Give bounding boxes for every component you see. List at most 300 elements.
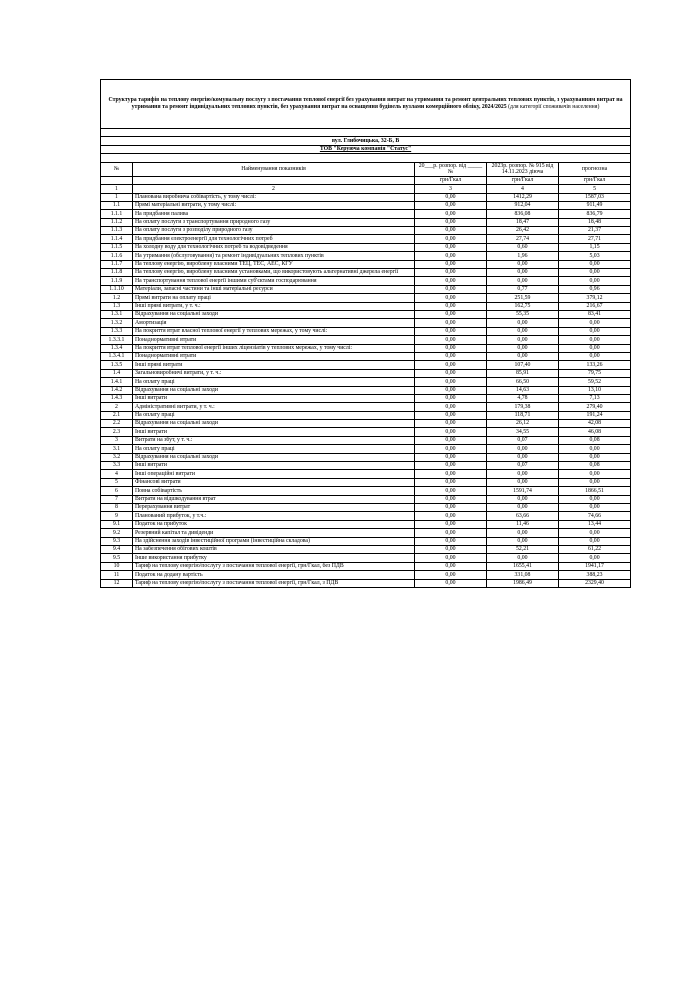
row-number: 1.1.4: [101, 235, 133, 243]
table-row: [101, 503, 631, 511]
row-value-c5: 216,67: [559, 302, 631, 310]
table-row: [101, 386, 631, 394]
row-number: 12: [101, 579, 133, 587]
row-value-c4: 1655,41: [487, 562, 559, 570]
row-value-c3: 0,00: [415, 545, 487, 553]
row-value-c3: 0,00: [415, 487, 487, 495]
table-row: [101, 352, 631, 360]
row-number: 11: [101, 571, 133, 579]
row-value-c3: 0,00: [415, 394, 487, 402]
row-value-c4: 55,35: [487, 311, 559, 319]
row-value-c5: 279,40: [559, 403, 631, 411]
table-row: [101, 302, 631, 310]
row-value-c3: 0,00: [415, 294, 487, 302]
column-number: 3: [415, 185, 487, 193]
row-value-c3: 0,00: [415, 344, 487, 352]
table-row: [101, 210, 631, 218]
row-name: Адміністративні витрати, у т. ч.:: [133, 403, 415, 411]
row-number: 1.3.2: [101, 319, 133, 327]
row-value-c4: 162,75: [487, 302, 559, 310]
row-number: 3.3: [101, 462, 133, 470]
column-header-c3: 20___р. розпор. від _____ №: [415, 162, 487, 176]
row-value-c5: 0,00: [559, 529, 631, 537]
row-value-c4: 63,66: [487, 512, 559, 520]
row-value-c5: 0,00: [559, 269, 631, 277]
table-row: [101, 369, 631, 377]
company-row: [101, 145, 631, 153]
row-value-c4: 0,00: [487, 503, 559, 511]
table-row: [101, 403, 631, 411]
row-number: 10: [101, 562, 133, 570]
row-name: Інші витрати: [133, 462, 415, 470]
table-row: [101, 227, 631, 235]
row-value-c3: 0,00: [415, 352, 487, 360]
row-number: 1.1.2: [101, 218, 133, 226]
table-row: [101, 277, 631, 285]
table-row: [101, 453, 631, 461]
tariff-table: [100, 79, 631, 588]
row-name: Інше використання прибутку: [133, 554, 415, 562]
row-value-c5: 0,00: [559, 478, 631, 486]
row-number: 1.1.3: [101, 227, 133, 235]
address-row: [101, 137, 631, 145]
column-number-row: [101, 185, 631, 193]
row-value-c3: 0,00: [415, 243, 487, 251]
row-value-c4: 0,00: [487, 453, 559, 461]
row-value-c5: 42,08: [559, 420, 631, 428]
column-header-c5: прогнозна: [559, 162, 631, 176]
row-value-c4: 0,00: [487, 470, 559, 478]
row-value-c3: 0,00: [415, 554, 487, 562]
table-row: [101, 218, 631, 226]
row-number: 1.4.3: [101, 394, 133, 402]
row-name: На оплату праці: [133, 445, 415, 453]
row-number: 1.1.1: [101, 210, 133, 218]
row-value-c4: 0,00: [487, 537, 559, 545]
row-value-c4: 118,71: [487, 411, 559, 419]
row-value-c4: 0,00: [487, 319, 559, 327]
table-row: [101, 487, 631, 495]
row-number: 1.3.4.1: [101, 352, 133, 360]
row-number: 1.4.1: [101, 378, 133, 386]
row-value-c3: 0,00: [415, 319, 487, 327]
row-value-c3: 0,00: [415, 571, 487, 579]
row-value-c3: 0,00: [415, 520, 487, 528]
row-number: 1.1.8: [101, 269, 133, 277]
row-value-c4: 0,00: [487, 269, 559, 277]
table-row: [101, 478, 631, 486]
row-value-c3: 0,00: [415, 361, 487, 369]
row-value-c3: 0,00: [415, 260, 487, 268]
row-value-c3: 0,00: [415, 218, 487, 226]
row-number: 1.1.6: [101, 252, 133, 260]
table-row: [101, 512, 631, 520]
row-name: Витрати на відшкодування втрат: [133, 495, 415, 503]
row-name: Планований прибуток, у т.ч.:: [133, 512, 415, 520]
column-header-num: №: [101, 162, 133, 176]
row-number: 1.1.5: [101, 243, 133, 251]
column-number: 2: [133, 185, 415, 193]
row-name: Понаднормативні втрати: [133, 352, 415, 360]
units-row: [101, 176, 631, 184]
row-value-c5: 0,00: [559, 327, 631, 335]
row-value-c5: 1,15: [559, 243, 631, 251]
row-name: Планована виробнича собівартість, у тому числі:: [133, 193, 415, 201]
row-number: 1.1.9: [101, 277, 133, 285]
row-value-c4: 251,59: [487, 294, 559, 302]
row-name: Перерахування витрат: [133, 503, 415, 511]
row-value-c4: 0,00: [487, 277, 559, 285]
row-value-c4: 0,00: [487, 529, 559, 537]
row-name: На транспортування теплової енергії іншими суб'єктами господарювання: [133, 277, 415, 285]
row-value-c5: 379,12: [559, 294, 631, 302]
row-name: Відрахування на соціальні заходи: [133, 311, 415, 319]
unit-c5: грн/Гкал: [559, 176, 631, 184]
row-number: 9.2: [101, 529, 133, 537]
row-value-c5: 911,49: [559, 201, 631, 209]
unit-c3: грн/Гкал: [415, 176, 487, 184]
row-value-c4: 14,63: [487, 386, 559, 394]
row-number: 4: [101, 470, 133, 478]
row-value-c5: 0,00: [559, 453, 631, 461]
row-value-c5: 836,79: [559, 210, 631, 218]
row-value-c4: 0,00: [487, 344, 559, 352]
row-number: 1.1: [101, 201, 133, 209]
row-name: На теплову енергію, вироблену власними установками, що використовують альтернативні джерела енергії: [133, 269, 415, 277]
address: вул. Глибочицька, 32-Б, В: [101, 137, 631, 145]
row-value-c5: 1587,03: [559, 193, 631, 201]
row-value-c3: 0,00: [415, 311, 487, 319]
row-value-c3: 0,00: [415, 411, 487, 419]
row-value-c4: 0,00: [487, 352, 559, 360]
row-name: Тариф на теплову енергію/послугу з постачання теплової енергії, грн/Гкал, без ПДВ: [133, 562, 415, 570]
row-name: Повна собівартість: [133, 487, 415, 495]
table-row: [101, 571, 631, 579]
document-title: [101, 80, 631, 129]
table-row: [101, 462, 631, 470]
row-number: 3: [101, 436, 133, 444]
row-value-c5: 0,00: [559, 260, 631, 268]
company-name: ТОВ "Керуюча компанія "Статус": [319, 146, 412, 153]
row-value-c4: 0,00: [487, 336, 559, 344]
row-value-c5: 61,22: [559, 545, 631, 553]
row-value-c5: 0,00: [559, 319, 631, 327]
row-value-c4: 0,00: [487, 327, 559, 335]
row-value-c3: 0,00: [415, 503, 487, 511]
row-value-c5: 0,00: [559, 495, 631, 503]
row-value-c4: 26,12: [487, 420, 559, 428]
row-value-c4: 0,07: [487, 462, 559, 470]
row-value-c5: 0,00: [559, 352, 631, 360]
row-value-c3: 0,00: [415, 201, 487, 209]
row-number: 1: [101, 193, 133, 201]
column-number: 5: [559, 185, 631, 193]
row-number: 9.3: [101, 537, 133, 545]
row-name: На оплату послуги з розподілу природного газу: [133, 227, 415, 235]
row-number: 1.4.2: [101, 386, 133, 394]
row-value-c3: 0,00: [415, 428, 487, 436]
unit-c4: грн/Гкал: [487, 176, 559, 184]
column-number: 4: [487, 185, 559, 193]
row-name: Інші прямі витрати, у т. ч.:: [133, 302, 415, 310]
row-name: На покриття втрат теплової енергії інших ліцензіатів у теплових мережах, у тому числі:: [133, 344, 415, 352]
table-row: [101, 470, 631, 478]
row-value-c5: 7,13: [559, 394, 631, 402]
row-name: Матеріали, запасні частини та інші матеріальні ресурси: [133, 285, 415, 293]
row-number: 1.3.1: [101, 311, 133, 319]
table-row: [101, 537, 631, 545]
row-number: 1.1.10: [101, 285, 133, 293]
tariff-sheet: [100, 79, 630, 588]
row-value-c4: 26,42: [487, 227, 559, 235]
row-name: На придбання електроенергії для технологічних потреб: [133, 235, 415, 243]
table-row: [101, 201, 631, 209]
row-value-c4: 0,60: [487, 243, 559, 251]
table-row: [101, 344, 631, 352]
row-number: 1.3: [101, 302, 133, 310]
row-value-c4: 52,21: [487, 545, 559, 553]
row-value-c4: 0,00: [487, 445, 559, 453]
row-number: 1.3.5: [101, 361, 133, 369]
row-value-c3: 0,00: [415, 579, 487, 587]
row-name: Інші витрати: [133, 394, 415, 402]
table-row: [101, 520, 631, 528]
column-header-c4: 2023р. розпор. № 915 від 14.11.2023 діюча: [487, 162, 559, 176]
row-value-c4: 1986,49: [487, 579, 559, 587]
table-row: [101, 260, 631, 268]
row-name: Резервний капітал та дивіденди: [133, 529, 415, 537]
row-value-c3: 0,00: [415, 420, 487, 428]
table-row: [101, 579, 631, 587]
row-value-c3: 0,00: [415, 495, 487, 503]
row-value-c4: 1412,29: [487, 193, 559, 201]
row-number: 9: [101, 512, 133, 520]
row-name: Відрахування на соціальні заходи: [133, 386, 415, 394]
row-name: Амортизація: [133, 319, 415, 327]
row-name: Відрахування на соціальні заходи: [133, 453, 415, 461]
row-value-c5: 27,71: [559, 235, 631, 243]
row-name: На забезпечення обігових коштів: [133, 545, 415, 553]
row-number: 5: [101, 478, 133, 486]
row-value-c5: 1866,51: [559, 487, 631, 495]
row-value-c3: 0,00: [415, 235, 487, 243]
row-value-c5: 0,00: [559, 554, 631, 562]
row-value-c4: 912,04: [487, 201, 559, 209]
column-header-row: [101, 162, 631, 176]
title-text: Структура тарифів на теплову енергію/комунальну послугу з постачання теплової енергії без урахування витрат на утримання та ремонт центральних теплових пунктів, з урахуванням витрат на утримання та ремонт індивідуальних теплових пунктів, без урахування витрат на оснащення будівель вузлами комерційного обліку, 2024/2025: [108, 97, 623, 110]
row-value-c4: 85,91: [487, 369, 559, 377]
row-value-c4: 107,40: [487, 361, 559, 369]
row-value-c3: 0,00: [415, 336, 487, 344]
row-name: Понаднормативні втрати: [133, 336, 415, 344]
row-name: Фінансові витрати: [133, 478, 415, 486]
row-value-c5: 5,03: [559, 252, 631, 260]
row-value-c5: 13,44: [559, 520, 631, 528]
table-row: [101, 319, 631, 327]
row-name: Відрахування на соціальні заходи: [133, 420, 415, 428]
row-value-c3: 0,00: [415, 277, 487, 285]
row-value-c5: 0,00: [559, 503, 631, 511]
row-name: На оплату послуги з транспортування природного газу: [133, 218, 415, 226]
table-row: [101, 411, 631, 419]
row-value-c3: 0,00: [415, 537, 487, 545]
row-value-c4: 0,00: [487, 478, 559, 486]
table-row: [101, 269, 631, 277]
title-note: (для категорії споживачів населення): [506, 104, 600, 110]
row-value-c5: 0,00: [559, 336, 631, 344]
row-value-c4: 1,96: [487, 252, 559, 260]
gap-row: [101, 129, 631, 137]
row-value-c5: 79,75: [559, 369, 631, 377]
row-value-c5: 1941,17: [559, 562, 631, 570]
row-name: Інші витрати: [133, 428, 415, 436]
row-value-c3: 0,00: [415, 269, 487, 277]
row-value-c5: 0,00: [559, 470, 631, 478]
row-number: 1.3.4: [101, 344, 133, 352]
row-value-c5: 59,52: [559, 378, 631, 386]
table-row: [101, 436, 631, 444]
row-number: 7: [101, 495, 133, 503]
table-row: [101, 193, 631, 201]
row-value-c5: 21,37: [559, 227, 631, 235]
row-number: 1.2: [101, 294, 133, 302]
row-number: 1.4: [101, 369, 133, 377]
row-number: 2: [101, 403, 133, 411]
row-value-c5: 74,66: [559, 512, 631, 520]
row-name: На здійснення заходів інвестиційної програми (інвестиційна складова): [133, 537, 415, 545]
title-row: [101, 80, 631, 129]
row-value-c4: 4,78: [487, 394, 559, 402]
table-row: [101, 394, 631, 402]
row-value-c5: 191,24: [559, 411, 631, 419]
row-value-c4: 1591,74: [487, 487, 559, 495]
row-name: Загальновиробничі витрати, у т. ч.:: [133, 369, 415, 377]
row-number: 3.2: [101, 453, 133, 461]
row-value-c4: 0,00: [487, 260, 559, 268]
row-number: 1.3.3.1: [101, 336, 133, 344]
row-value-c3: 0,00: [415, 462, 487, 470]
table-row: [101, 445, 631, 453]
row-name: На придбання палива: [133, 210, 415, 218]
row-name: На оплату праці: [133, 378, 415, 386]
row-value-c5: 18,48: [559, 218, 631, 226]
table-row: [101, 420, 631, 428]
row-value-c4: 27,74: [487, 235, 559, 243]
row-value-c3: 0,00: [415, 369, 487, 377]
row-value-c4: 66,50: [487, 378, 559, 386]
row-name: Прямі витрати на оплату праці: [133, 294, 415, 302]
row-value-c3: 0,00: [415, 327, 487, 335]
row-value-c3: 0,00: [415, 285, 487, 293]
row-value-c3: 0,00: [415, 478, 487, 486]
row-value-c5: 0,96: [559, 285, 631, 293]
row-name: Податок на прибуток: [133, 520, 415, 528]
row-value-c4: 18,47: [487, 218, 559, 226]
row-value-c3: 0,00: [415, 529, 487, 537]
row-name: Тариф на теплову енергію/послугу з постачання теплової енергії, грн/Гкал, з ПДВ: [133, 579, 415, 587]
row-value-c3: 0,00: [415, 470, 487, 478]
row-number: 2.2: [101, 420, 133, 428]
table-row: [101, 327, 631, 335]
table-row: [101, 562, 631, 570]
column-header-name: Найменування показників: [133, 162, 415, 176]
row-value-c4: 0,00: [487, 554, 559, 562]
row-value-c3: 0,00: [415, 562, 487, 570]
table-row: [101, 545, 631, 553]
row-value-c5: 0,08: [559, 462, 631, 470]
column-number: 1: [101, 185, 133, 193]
row-value-c5: 83,41: [559, 311, 631, 319]
table-row: [101, 285, 631, 293]
table-row: [101, 361, 631, 369]
row-value-c3: 0,00: [415, 378, 487, 386]
row-value-c3: 0,00: [415, 453, 487, 461]
row-value-c3: 0,00: [415, 193, 487, 201]
row-value-c5: 46,08: [559, 428, 631, 436]
row-value-c3: 0,00: [415, 227, 487, 235]
row-name: На холодну воду для технологічних потреб та водовідведення: [133, 243, 415, 251]
row-number: 2.1: [101, 411, 133, 419]
table-row: [101, 311, 631, 319]
row-value-c5: 0,00: [559, 537, 631, 545]
row-value-c5: 0,08: [559, 436, 631, 444]
row-name: Прямі матеріальні витрати, у тому числі:: [133, 201, 415, 209]
row-value-c5: 133,26: [559, 361, 631, 369]
row-value-c4: 11,46: [487, 520, 559, 528]
row-value-c3: 0,00: [415, 252, 487, 260]
table-row: [101, 235, 631, 243]
row-number: 6: [101, 487, 133, 495]
row-number: 2.3: [101, 428, 133, 436]
table-row: [101, 495, 631, 503]
row-value-c5: 2329,40: [559, 579, 631, 587]
table-row: [101, 378, 631, 386]
row-number: 9.5: [101, 554, 133, 562]
row-value-c4: 0,77: [487, 285, 559, 293]
row-value-c4: 179,38: [487, 403, 559, 411]
table-row: [101, 336, 631, 344]
row-value-c5: 388,23: [559, 571, 631, 579]
row-value-c3: 0,00: [415, 403, 487, 411]
row-value-c3: 0,00: [415, 436, 487, 444]
table-row: [101, 294, 631, 302]
row-value-c4: 0,07: [487, 436, 559, 444]
table-row: [101, 529, 631, 537]
row-value-c5: 0,00: [559, 445, 631, 453]
row-name: Інші операційні витрати: [133, 470, 415, 478]
table-row: [101, 554, 631, 562]
row-value-c4: 34,55: [487, 428, 559, 436]
table-row: [101, 252, 631, 260]
row-number: 3.1: [101, 445, 133, 453]
row-number: 8: [101, 503, 133, 511]
row-number: 9.1: [101, 520, 133, 528]
row-value-c3: 0,00: [415, 302, 487, 310]
table-row: [101, 428, 631, 436]
row-number: 9.4: [101, 545, 133, 553]
row-value-c4: 331,08: [487, 571, 559, 579]
row-name: На оплату праці: [133, 411, 415, 419]
row-number: 1.3.3: [101, 327, 133, 335]
gap-row: [101, 154, 631, 162]
row-value-c3: 0,00: [415, 210, 487, 218]
row-value-c5: 13,10: [559, 386, 631, 394]
row-name: На утримання (обслуговування) та ремонт індивідуальних теплових пунктів: [133, 252, 415, 260]
row-name: Податок на додану вартість: [133, 571, 415, 579]
row-name: Витрати на збут, у т. ч.:: [133, 436, 415, 444]
row-value-c4: 0,00: [487, 495, 559, 503]
row-name: На теплову енергію, вироблену власними ТЕЦ, ТЕС, АЕС, КГУ: [133, 260, 415, 268]
